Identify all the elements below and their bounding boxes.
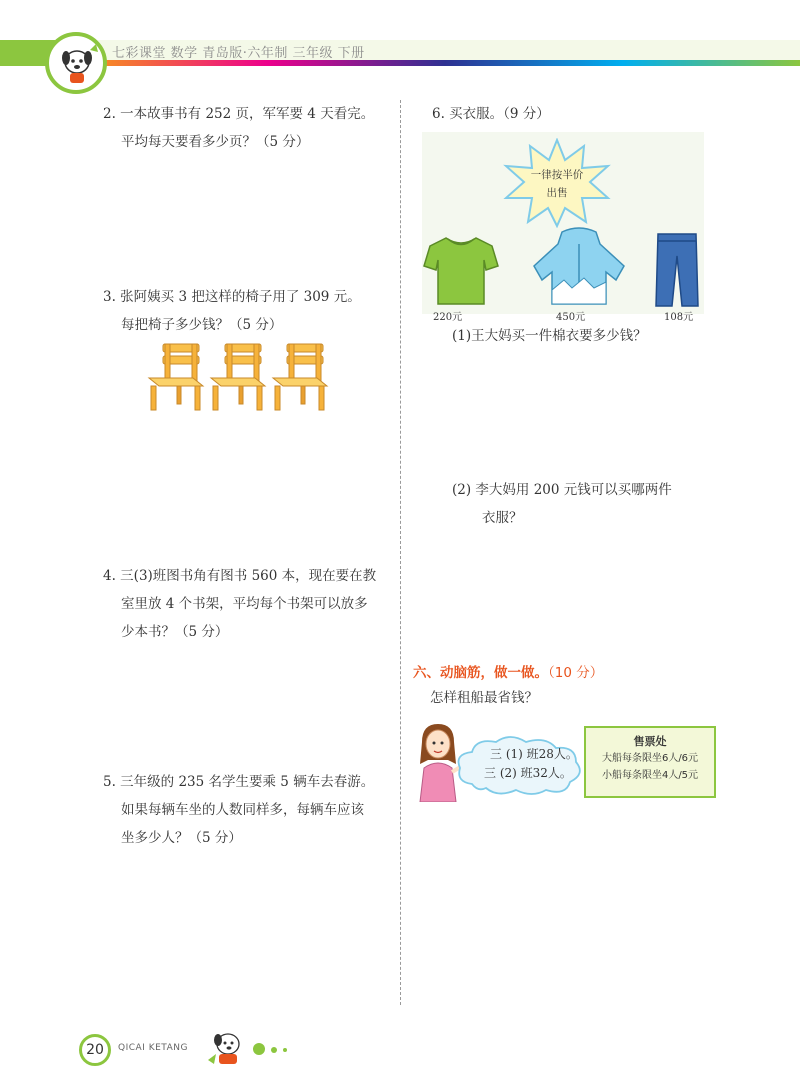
question-2-line-1: 2. 一本故事书有 252 页，军军要 4 天看完。: [103, 106, 375, 122]
section-heading-text: 六、动脑筋，做一做。: [413, 665, 548, 681]
question-6-title: [432, 100, 550, 128]
cloud-text: [484, 745, 578, 783]
section-score: （10 分）: [548, 665, 604, 681]
ticket-title: 售票处: [633, 735, 667, 748]
jeans-icon: [654, 232, 700, 308]
question-4-line-3: 少本书？（5 分）: [121, 624, 229, 640]
question-3-line-1: 3. 张阿姨买 3 把这样的椅子用了 309 元。: [103, 289, 361, 305]
footer-brand: QICAI KETANG: [118, 1043, 188, 1053]
question-5-line-1: 5. 三年级的 235 名学生要乘 5 辆车去春游。: [103, 774, 375, 790]
question-5-line-2: 如果每辆车坐的人数同样多，每辆车应该: [121, 802, 364, 818]
jacket-icon: [528, 226, 630, 308]
ticket-small-boat: 小船每条限坐4人/5元: [601, 770, 699, 781]
cloud-class-1: 三 (1) 班28人。: [490, 747, 578, 761]
question-3: [103, 283, 361, 339]
cloud-class-2: 三 (2) 班32人。: [484, 766, 572, 780]
price-jeans: 108元: [664, 312, 694, 323]
ticket-big-boat: 大船每条限坐6人/6元: [601, 753, 699, 764]
footer-dot-small: [283, 1048, 287, 1052]
tshirt-icon: [422, 234, 500, 306]
sale-sign: [524, 166, 590, 202]
question-6-part-1: [452, 322, 647, 350]
price-tshirt: 220元: [433, 312, 463, 323]
footer-dog-icon: [204, 1028, 250, 1068]
question-6-part-1-text: (1)王大妈买一件棉衣要多少钱？: [452, 328, 647, 344]
question-5: [103, 768, 374, 852]
sale-sign-line-1: 一律按半价: [530, 169, 584, 181]
footer-dot-medium: [271, 1047, 277, 1053]
question-2: [103, 100, 374, 156]
section-question: [430, 684, 538, 712]
logo-cartoon-dog-icon: [52, 40, 102, 88]
ticket-office-box: [584, 726, 716, 798]
three-chairs-illustration: [145, 342, 335, 414]
question-5-line-3: 坐多少人？（5 分）: [121, 830, 242, 846]
question-4-line-1: 4. 三(3)班图书角有图书 560 本，现在要在教: [103, 568, 377, 584]
section-question-text: 怎样租船最省钱？: [430, 690, 538, 706]
header-title: 七彩课堂 数学 青岛版·六年制 三年级 下册: [112, 46, 365, 61]
question-4-line-2: 室里放 4 个书架，平均每个书架可以放多: [121, 596, 368, 612]
question-2-line-2: 平均每天要看多少页？（5 分）: [121, 134, 310, 150]
question-6-part-2: [452, 476, 672, 532]
question-6-title-text: 6. 买衣服。（9 分）: [432, 106, 550, 122]
price-jacket: 450元: [556, 312, 586, 323]
footer-dot-large: [253, 1043, 265, 1055]
section-heading: [413, 661, 603, 681]
question-3-line-2: 每把椅子多少钱？（5 分）: [121, 317, 283, 333]
page-number: 20: [79, 1034, 111, 1066]
sale-sign-line-2: 出售: [546, 187, 568, 199]
question-6-part-2-line-1: (2) 李大妈用 200 元钱可以买哪两件: [452, 482, 672, 498]
question-6-part-2-line-2: 衣服？: [482, 510, 523, 526]
column-divider: [400, 100, 401, 1005]
question-4: [103, 562, 376, 646]
